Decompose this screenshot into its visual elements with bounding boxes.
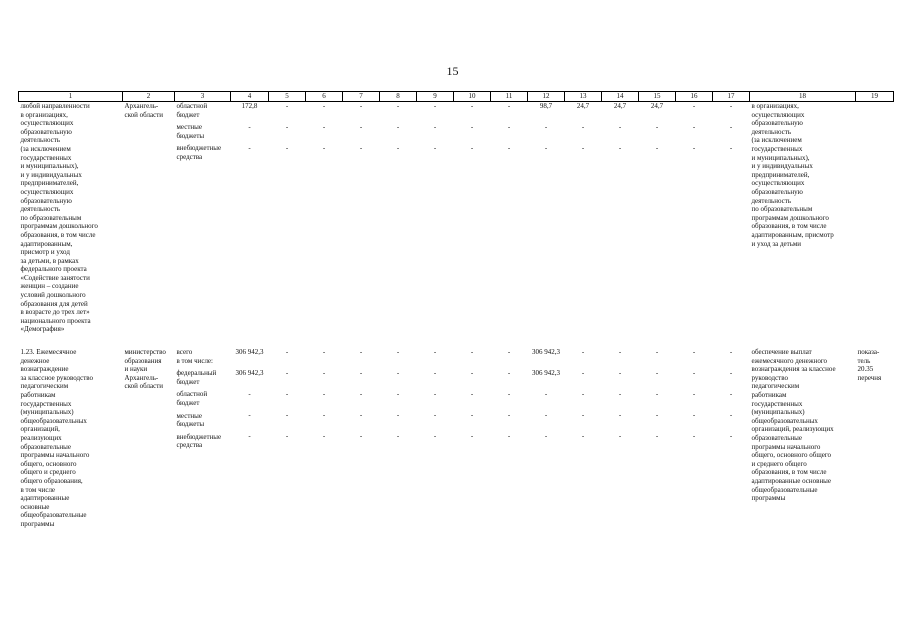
- amount-value: -: [322, 144, 326, 152]
- amount-column-5: [269, 348, 306, 528]
- amount-column-6: [306, 348, 343, 528]
- amount-value: -: [692, 432, 696, 441]
- amount-value: 306 942,3: [532, 369, 560, 378]
- amount-value: -: [322, 123, 326, 131]
- amount-value: 172,8: [241, 102, 258, 110]
- amount-value: 24,7: [613, 102, 627, 110]
- amount-value: -: [544, 123, 548, 131]
- column-header: 5: [269, 92, 306, 102]
- amount-value: -: [655, 411, 659, 420]
- amount-value: -: [470, 411, 474, 420]
- amount-column-9: [417, 348, 454, 528]
- amount-value: -: [581, 348, 585, 357]
- amount-value: -: [285, 390, 289, 399]
- amount-value: -: [322, 102, 326, 110]
- amount-value: -: [581, 411, 585, 420]
- funding-source-label: местные бюджеты: [176, 123, 205, 140]
- amount-column-12: [528, 348, 565, 528]
- amount-value: -: [470, 390, 474, 399]
- column-header-row: [19, 92, 894, 102]
- amount-column-14: [602, 348, 639, 528]
- column-header: 17: [713, 92, 750, 102]
- expected-result: обеспечение выплат ежемесячного денежного вознаграждения за классное руководство педагогическим работникам государственных (муниципальных) общеобразовательных организаций, реализующих образовательные программы начального общего, основного общего и среднего общего образования, в том числе адаптированные основные общеобразовательные программы: [751, 348, 836, 503]
- amount-value: -: [692, 369, 696, 378]
- amount-value: 24,7: [650, 102, 664, 110]
- column-header: 10: [454, 92, 491, 102]
- amount-column-5: [269, 102, 306, 335]
- amount-value: -: [433, 411, 437, 420]
- amount-value: -: [470, 102, 474, 110]
- funding-source-label: федеральный бюджет: [176, 369, 217, 386]
- amount-value: -: [507, 348, 511, 357]
- amount-value: -: [618, 348, 622, 357]
- amount-column-11: [491, 348, 528, 528]
- amount-value: 98,7: [539, 102, 553, 110]
- amount-value: -: [729, 432, 733, 441]
- amount-value: -: [433, 432, 437, 441]
- amount-value: -: [618, 123, 622, 131]
- amount-value: -: [470, 432, 474, 441]
- amount-column-15: [639, 348, 676, 528]
- row-separator: [19, 334, 894, 348]
- amount-column-7: [343, 348, 380, 528]
- amount-value: -: [581, 369, 585, 378]
- column-header: 11: [491, 92, 528, 102]
- amount-column-16: [676, 348, 713, 528]
- program-table: [18, 91, 894, 529]
- amount-column-10: [454, 348, 491, 528]
- amount-value: 306 942,3: [532, 348, 560, 357]
- amount-column-9: [417, 102, 454, 335]
- amount-column-8: [380, 102, 417, 335]
- column-header: 19: [856, 92, 894, 102]
- amount-value: -: [507, 390, 511, 399]
- amount-value: -: [729, 390, 733, 399]
- amount-value: -: [470, 144, 474, 152]
- amount-value: -: [618, 411, 622, 420]
- page-number: 15: [446, 64, 459, 78]
- amount-value: -: [359, 348, 363, 357]
- amount-column-4: [231, 348, 269, 528]
- event-description: 1.23. Ежемесячное денежное вознаграждение за классное руководство педагогическим работникам государственных (муниципальных) общеобразовательных организаций, реализующих образовательные программы начального общего, основного общего и среднего общего образования, в том числе адаптированные основные общеобразовательные программы: [20, 348, 94, 528]
- amount-value: -: [322, 369, 326, 378]
- funding-source-label: внебюджетные средства: [176, 144, 222, 161]
- amount-value: -: [581, 432, 585, 441]
- amount-value: -: [729, 123, 733, 131]
- amount-value: -: [248, 432, 251, 441]
- responsible-executor: Архангель- ской области: [124, 102, 164, 119]
- amount-column-7: [343, 102, 380, 335]
- amount-value: -: [359, 123, 363, 131]
- amount-value: -: [618, 432, 622, 441]
- column-header: 7: [343, 92, 380, 102]
- amount-value: -: [359, 411, 363, 420]
- amount-value: -: [470, 123, 474, 131]
- amount-value: -: [248, 411, 251, 420]
- amount-value: -: [285, 411, 289, 420]
- amount-value: -: [433, 123, 437, 131]
- amount-value: -: [544, 432, 548, 441]
- amount-value: -: [322, 411, 326, 420]
- amount-value: -: [729, 102, 733, 110]
- amount-value: -: [692, 390, 696, 399]
- funding-source-label: областной бюджет: [176, 102, 208, 119]
- amount-column-10: [454, 102, 491, 335]
- indicator-link: [856, 102, 894, 335]
- amount-value: -: [507, 102, 511, 110]
- amount-value: -: [729, 348, 733, 357]
- amount-column-17: [713, 348, 750, 528]
- amount-value: -: [581, 390, 585, 399]
- funding-source-label: всего в том числе:: [176, 348, 213, 365]
- amount-value: -: [396, 390, 400, 399]
- indicator-link: показа- тель 20.35 перечня: [857, 348, 882, 382]
- amount-value: -: [618, 390, 622, 399]
- amount-value: -: [322, 348, 326, 357]
- amount-value: -: [507, 411, 511, 420]
- amount-value: -: [285, 432, 289, 441]
- amount-column-16: [676, 102, 713, 335]
- column-header: 13: [565, 92, 602, 102]
- amount-value: -: [729, 144, 733, 152]
- amount-value: -: [285, 348, 289, 357]
- amount-value: -: [544, 144, 548, 152]
- amount-column-15: [639, 102, 676, 335]
- amount-value: -: [692, 411, 696, 420]
- responsible-executor: министерство образования и науки Архангель- ской области: [124, 348, 166, 391]
- amount-value: -: [544, 411, 548, 420]
- amount-value: -: [433, 390, 437, 399]
- amount-column-12: [528, 102, 565, 335]
- amount-value: -: [359, 432, 363, 441]
- amount-value: -: [470, 348, 474, 357]
- column-header: 14: [602, 92, 639, 102]
- amount-value: -: [655, 369, 659, 378]
- amount-value: -: [396, 348, 400, 357]
- amount-value: -: [507, 432, 511, 441]
- amount-column-13: [565, 102, 602, 335]
- amount-value: -: [655, 348, 659, 357]
- column-header: 2: [123, 92, 175, 102]
- amount-value: -: [729, 411, 733, 420]
- amount-value: -: [396, 369, 400, 378]
- column-header: 8: [380, 92, 417, 102]
- table-row: [19, 102, 894, 335]
- expected-result: в организациях, осуществляющих образовательную деятельность (за исключением государственных и муниципальных), и у индивидуальных предпринимателей, осуществляющих образовательную деятельность по образовательным программам дошкольного образования, в том числе адаптированным, присмотр и уход за детьми: [751, 102, 834, 248]
- amount-value: 24,7: [576, 102, 590, 110]
- amount-value: -: [285, 123, 289, 131]
- column-header: 12: [528, 92, 565, 102]
- amount-value: -: [396, 102, 400, 110]
- amount-column-13: [565, 348, 602, 528]
- column-header: 3: [175, 92, 231, 102]
- amount-value: -: [396, 144, 400, 152]
- amount-value: -: [433, 144, 437, 152]
- amount-value: -: [507, 123, 511, 131]
- column-header: 16: [676, 92, 713, 102]
- amount-value: -: [285, 102, 289, 110]
- table-row: [19, 348, 894, 528]
- amount-value: -: [285, 369, 289, 378]
- amount-column-4: [231, 102, 269, 335]
- amount-value: -: [655, 123, 659, 131]
- column-header: 1: [19, 92, 123, 102]
- amount-value: -: [396, 411, 400, 420]
- funding-sources: [175, 102, 231, 335]
- amount-value: -: [359, 369, 363, 378]
- column-header: 6: [306, 92, 343, 102]
- funding-source-label: внебюджетные средства: [176, 432, 222, 450]
- amount-value: -: [433, 369, 437, 378]
- column-header: 4: [231, 92, 269, 102]
- amount-value: -: [655, 390, 659, 399]
- amount-value: -: [359, 102, 363, 110]
- funding-source-label: местные бюджеты: [176, 411, 205, 429]
- column-header: 9: [417, 92, 454, 102]
- amount-value: -: [544, 390, 548, 399]
- amount-value: -: [507, 369, 511, 378]
- amount-value: -: [359, 144, 363, 152]
- amount-value: -: [433, 348, 437, 357]
- funding-sources: [175, 348, 231, 528]
- amount-value: -: [359, 390, 363, 399]
- amount-value: -: [322, 432, 326, 441]
- amount-value: 306 942,3: [235, 369, 264, 378]
- amount-value: -: [581, 123, 585, 131]
- amount-value: -: [322, 390, 326, 399]
- amount-value: -: [507, 144, 511, 152]
- amount-column-8: [380, 348, 417, 528]
- column-header: 18: [750, 92, 856, 102]
- amount-value: -: [248, 123, 251, 131]
- amount-value: 306 942,3: [235, 348, 264, 357]
- amount-value: -: [692, 348, 696, 357]
- amount-value: -: [470, 369, 474, 378]
- amount-column-11: [491, 102, 528, 335]
- amount-value: -: [396, 432, 400, 441]
- amount-value: -: [692, 102, 696, 110]
- event-description: любой направленности в организациях, осуществляющих образовательную деятельность (за исключением государственных и муниципальных), и у индивидуальных предпринимателей, осуществляющих образовательную деятельность по образовательным программам дошкольного образования, в том числе адаптированным, присмотр и уход за детьми, в рамках федерального проекта «Содействие занятости женщин – создание условий дошкольного образования для детей в возрасте до трех лет» национального проекта «Демография»: [20, 102, 98, 334]
- amount-value: -: [618, 369, 622, 378]
- amount-value: -: [729, 369, 733, 378]
- amount-value: -: [581, 144, 585, 152]
- amount-value: -: [692, 123, 696, 131]
- amount-value: -: [692, 144, 696, 152]
- amount-column-14: [602, 102, 639, 335]
- amount-column-17: [713, 102, 750, 335]
- amount-value: -: [248, 144, 251, 152]
- amount-value: -: [248, 390, 251, 399]
- amount-value: -: [433, 102, 437, 110]
- amount-value: -: [618, 144, 622, 152]
- amount-value: -: [655, 432, 659, 441]
- amount-value: -: [655, 144, 659, 152]
- column-header: 15: [639, 92, 676, 102]
- amount-value: -: [285, 144, 289, 152]
- amount-value: -: [396, 123, 400, 131]
- amount-column-6: [306, 102, 343, 335]
- funding-source-label: областной бюджет: [176, 390, 208, 407]
